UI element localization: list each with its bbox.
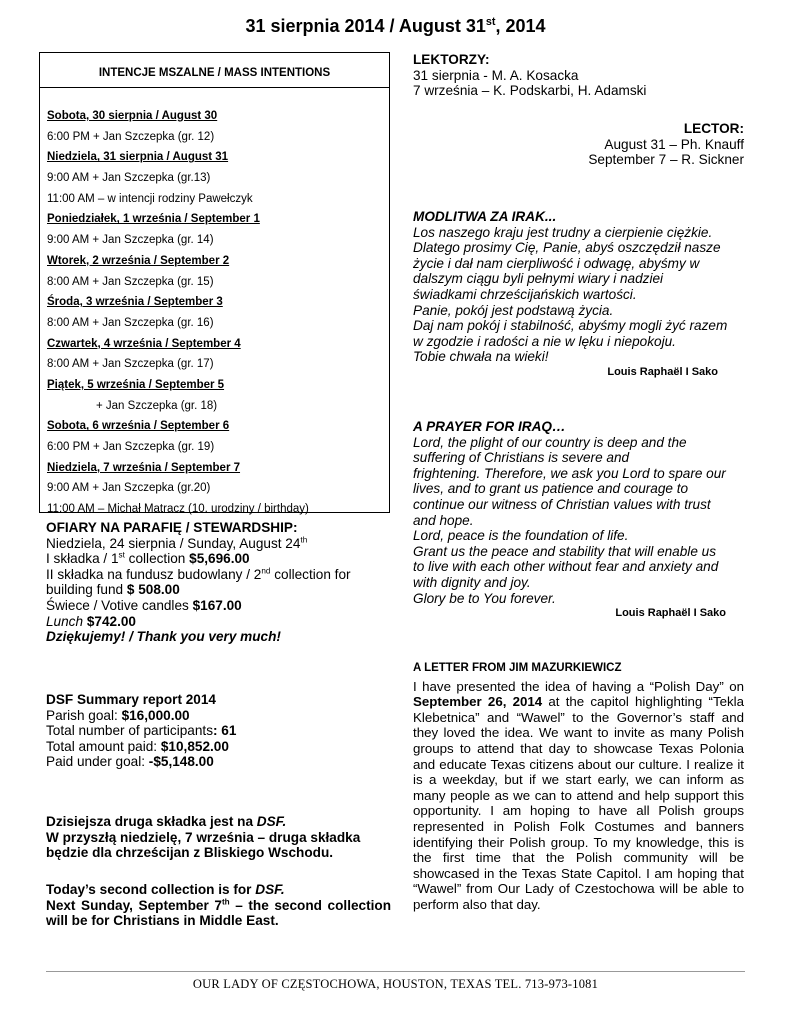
mass-intentions-box	[39, 52, 390, 516]
prayer-line: dalszym ciągu byli pełnymi wiary i nadziei	[413, 271, 664, 287]
prayer-line: with dignity and joy.	[413, 574, 531, 590]
thanks-text: Dziękujemy! / Thank you very much!	[46, 629, 281, 645]
prayer-line: continue our witness of Christian values with trust	[413, 496, 711, 512]
mass-intention-item: + Jan Szczepka (gr. 18)	[96, 399, 218, 412]
prayer-line: lives, and to grant us patience and courage to	[413, 481, 689, 497]
prayer-line: Lord, the plight of our country is deep and the	[413, 434, 687, 450]
prayer-line: Tobie chwała na wieki!	[413, 349, 549, 365]
prayer-line: Panie, pokój jest podstawą życia.	[413, 302, 614, 318]
mass-intention-item: 8:00 AM + Jan Szczepka (gr. 16)	[47, 316, 214, 329]
mass-intention-item: 6:00 PM + Jan Szczepka (gr. 19)	[47, 441, 215, 453]
prayer-line: w zgodzie i radości a nie w lęku i niepokoju.	[413, 333, 676, 349]
mass-day-heading: Sobota, 6 września / September 6	[47, 420, 230, 433]
prayer-pl-heading: MODLITWA ZA IRAK...	[413, 209, 557, 224]
mass-day-heading: Niedziela, 7 września / September 7	[47, 461, 241, 474]
prayer-line: Dlatego prosimy Cię, Panie, abyś oszczędził nasze	[413, 240, 721, 256]
mass-intention-item: 9:00 AM + Jan Szczepka (gr.13)	[47, 172, 211, 185]
stewardship-heading: OFIARY NA PARAFIĘ / STEWARDSHIP:	[46, 520, 298, 535]
dsf-participants: Total number of participants: 61	[46, 723, 237, 739]
second-collection-en	[46, 882, 391, 929]
prayer-line: Daj nam pokój i stabilność, abyśmy mogli żyć razem	[413, 318, 728, 334]
prayer-line: Grant us the peace and stability that will enable us	[413, 543, 717, 559]
mass-day-heading: Czwartek, 4 września / September 4	[47, 337, 241, 350]
header-divider	[40, 87, 389, 88]
letter-body: I have presented the idea of having a “Polish Day” on September 26, 2014 at the capitol highlighting “Tekla Klebetnica” and “Wawel” to the Governor’s staff and they loved the idea. We want to invite as many Polish groups to attend that day to showcase Texas Polonia and educate Texas citizens about our culture. I realize it is a weekday, but if we start early, we can inform as many people as we can to attend and help support this opportunity. I am hoping to have all Polish groups represented in Polish Folk Costumes and banners identifying their Polish group. To my knowledge, this is the first time that the Polish community will be showcased in the Texas State Capitol. I am hoping that “Wawel” from Our Lady of Czestochowa will be able to perform also that day.	[413, 678, 744, 912]
mass-day-heading: Wtorek, 2 września / September 2	[47, 254, 230, 267]
mass-day-heading: Piątek, 5 września / September 5	[47, 378, 225, 391]
lectors-en-line2: September 7 – R. Sickner	[588, 152, 744, 168]
second-collection-pl-line2: W przyszłą niedzielę, 7 września – druga składka będzie dla chrześcijan z Bliskiego Wschodu.	[46, 829, 361, 861]
prayer-en-author: Louis Raphaël I Sako	[615, 607, 726, 620]
prayer-line: and hope.	[413, 512, 474, 528]
stewardship-section	[46, 520, 391, 645]
second-collection-en-line2: Next Sunday, September 7th – the second collection will be for Christians in Middle East.	[46, 897, 391, 929]
prayer-en-text	[413, 435, 744, 607]
lunch: Lunch $742.00	[46, 613, 136, 629]
mass-day-heading: Niedziela, 31 sierpnia / August 31	[47, 151, 229, 164]
prayer-en	[413, 419, 744, 622]
lectors-en-heading: LECTOR:	[683, 121, 744, 136]
lectors-pl-heading: LEKTORZY:	[413, 52, 490, 67]
prayer-line: Los naszego kraju jest trudny a cierpienie ciężkie.	[413, 224, 713, 240]
prayer-en-heading: A PRAYER FOR IRAQ…	[413, 419, 566, 434]
lectors-pl	[413, 52, 744, 99]
prayer-pl-author: Louis Raphaël I Sako	[607, 365, 718, 378]
mass-intention-item: 8:00 AM + Jan Szczepka (gr. 17)	[47, 358, 214, 371]
second-collection: II składka na fundusz budowlany / 2nd collection for building fund $ 508.00	[46, 566, 351, 598]
lectors-en-line1: August 31 – Ph. Knauff	[604, 136, 744, 152]
mass-intention-item: 9:00 AM + Jan Szczepka (gr. 14)	[47, 234, 214, 247]
mass-intentions-list	[47, 106, 385, 520]
prayer-line: Glory be to You forever.	[413, 590, 556, 606]
footer: OUR LADY OF CZĘSTOCHOWA, HOUSTON, TEXAS TEL. 713-973-1081	[192, 977, 599, 991]
second-collection-pl	[46, 814, 391, 861]
prayer-line: Lord, peace is the foundation of life.	[413, 528, 629, 544]
mass-intentions-header: INTENCJE MSZALNE / MASS INTENTIONS	[98, 67, 331, 79]
prayer-line: to live with each other without fear and anxiety and	[413, 559, 719, 575]
footer-divider	[46, 971, 745, 972]
letter-section	[413, 661, 744, 913]
dsf-report	[46, 692, 391, 770]
prayer-line: frightening. Therefore, we ask you Lord to spare our	[413, 465, 726, 481]
dsf-heading: DSF Summary report 2014	[46, 692, 216, 707]
prayer-pl-text	[413, 225, 744, 365]
lectors-en	[413, 121, 744, 168]
mass-intention-item: 11:00 AM – w intencji rodziny Pawełczyk	[47, 192, 253, 205]
votive-candles: Świece / Votive candles $167.00	[46, 597, 242, 613]
stewardship-date: Niedziela, 24 sierpnia / Sunday, August 24th	[46, 535, 308, 551]
lectors-pl-line2: 7 września – K. Podskarbi, H. Adamski	[413, 83, 647, 99]
mass-intention-item: 11:00 AM – Michał Matracz (10. urodziny / birthday)	[47, 503, 309, 516]
prayer-pl	[413, 209, 744, 381]
lectors-pl-line1: 31 sierpnia - M. A. Kosacka	[413, 67, 579, 83]
second-collection-pl-line1: Dzisiejsza druga składka jest na DSF.	[46, 814, 287, 829]
prayer-line: świadkami chrześcijańskich wartości.	[413, 286, 637, 302]
mass-day-heading: Poniedziałek, 1 września / September 1	[47, 213, 260, 226]
mass-intention-item: 9:00 AM + Jan Szczepka (gr.20)	[47, 482, 211, 495]
mass-intention-item: 6:00 PM + Jan Szczepka (gr. 12)	[47, 130, 215, 143]
first-collection: I składka / 1st collection $5,696.00	[46, 550, 250, 567]
prayer-line: życie i dał nam cierpliwość i odwagę, abyśmy w	[413, 255, 700, 271]
second-collection-en-line1: Today’s second collection is for DSF.	[46, 882, 285, 897]
dsf-goal: Parish goal: $16,000.00	[46, 707, 190, 723]
mass-day-heading: Sobota, 30 sierpnia / August 30	[47, 110, 218, 122]
dsf-paid: Total amount paid: $10,852.00	[46, 738, 229, 754]
letter-heading: A LETTER FROM JIM MAZURKIEWICZ	[413, 662, 622, 674]
mass-intention-item: 8:00 AM + Jan Szczepka (gr. 15)	[47, 275, 214, 288]
prayer-line: suffering of Christians is severe and	[413, 450, 630, 466]
dsf-under-goal: Paid under goal: -$5,148.00	[46, 754, 214, 770]
mass-day-heading: Środa, 3 września / September 3	[47, 296, 223, 309]
page-title: 31 sierpnia 2014 / August 31st, 2014	[245, 16, 546, 36]
